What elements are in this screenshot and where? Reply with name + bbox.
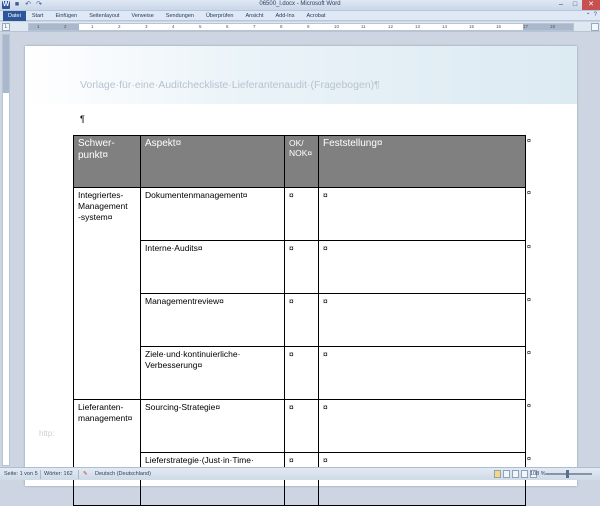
proofing-icon[interactable]: ✎ [83,471,88,477]
end-of-row-mark: ¤ [527,350,531,357]
tab-einfuegen[interactable]: Einfügen [55,12,78,19]
window-controls [554,0,600,10]
ruler-number: 2 [64,24,67,29]
tab-seitenlayout[interactable]: Seitenlayout [89,12,120,19]
ruler-number: 2 [118,24,121,29]
zoom-slider[interactable] [546,473,592,475]
ruler-number: 15 [469,24,475,29]
ruler-number: 18 [550,24,556,29]
tab-ueberpruefen[interactable]: Überprüfen [205,12,234,19]
document-page[interactable] [25,46,577,486]
ok-cell[interactable]: ¤ [285,294,319,347]
ruler-number: 5 [199,24,202,29]
finding-cell[interactable]: ¤ [319,400,526,453]
aspect-cell[interactable]: Dokumentenmanagement¤ [141,188,285,241]
ruler-number: 17 [523,24,529,29]
watermark-text: http: [39,429,55,438]
tab-sendungen[interactable]: Sendungen [165,12,194,19]
window-title: 06500_l.docx - Microsoft Word [259,1,341,7]
table-row [74,188,526,241]
ruler-number: 6 [226,24,229,29]
web-layout-view-icon[interactable] [512,470,519,478]
status-divider [78,470,79,479]
horizontal-ruler[interactable] [28,23,574,31]
end-of-row-mark: ¤ [527,244,531,251]
help-icon[interactable]: ? [593,12,597,18]
aspect-cell[interactable]: Interne·Audits¤ [141,241,285,294]
tab-datei[interactable]: Datei [3,11,26,21]
vertical-ruler[interactable] [2,34,10,466]
minimize-ribbon-icon[interactable]: ⌃ [585,13,591,19]
ok-cell[interactable]: ¤ [285,241,319,294]
minimize-button[interactable]: – [559,1,563,8]
tab-start[interactable]: Start [31,12,44,19]
ruler-right-margin [523,24,573,30]
ruler-number: 1 [91,24,94,29]
table-row [74,294,526,347]
header-cell-schwerpunkt[interactable]: Schwer- punkt¤ [74,136,141,188]
finding-cell[interactable]: ¤ [319,188,526,241]
tab-verweise[interactable]: Verweise [131,12,154,19]
ruler-number: 4 [172,24,175,29]
ok-cell[interactable]: ¤ [285,400,319,453]
page-count-status[interactable]: Seite: 1 von 5 [4,471,38,477]
status-bar [0,467,600,480]
group-cell-lieferantenmanagement[interactable]: Lieferanten- management¤ [74,400,141,506]
maximize-button[interactable]: □ [572,1,578,8]
ruler-number: 7 [253,24,256,29]
full-screen-view-icon[interactable] [503,470,510,478]
print-layout-view-icon[interactable] [494,470,501,478]
table-header-row [74,136,526,188]
end-of-row-mark: ¤ [527,456,531,463]
finding-cell[interactable]: ¤ [319,453,526,506]
end-of-row-mark: ¤ [527,297,531,304]
table-row [74,241,526,294]
word-icon[interactable]: W [2,1,10,8]
zoom-level[interactable]: 108 % [530,471,546,477]
ruler-number: 16 [496,24,502,29]
end-of-row-mark: ¤ [527,190,531,197]
save-icon[interactable]: ■ [14,1,20,8]
word-count-status[interactable]: Wörter: 162 [44,471,73,477]
ruler-number: 1 [37,24,40,29]
tab-selector-button[interactable]: L [2,23,10,31]
ok-cell[interactable]: ¤ [285,347,319,400]
header-cell-feststellung[interactable]: Feststellung¤ [319,136,526,188]
finding-cell[interactable]: ¤ [319,241,526,294]
group-cell-ims[interactable]: Integriertes- Management -system¤ [74,188,141,400]
finding-cell[interactable]: ¤ [319,347,526,400]
aspect-cell[interactable]: Managementreview¤ [141,294,285,347]
ribbon-tabs [0,11,600,21]
ruler-number: 13 [415,24,421,29]
aspect-cell[interactable]: Sourcing-Strategie¤ [141,400,285,453]
outline-view-icon[interactable] [521,470,528,478]
undo-icon[interactable]: ↶ [25,1,31,8]
aspect-cell[interactable]: Ziele·und·kontinuierliche· Verbesserung¤ [141,347,285,400]
ruler-number: 12 [388,24,394,29]
horizontal-ruler-bar [0,22,600,32]
header-cell-ok-nok[interactable]: OK/ NOK¤ [285,136,319,188]
ruler-number: 14 [442,24,448,29]
header-band [25,46,577,104]
ruler-number: 11 [361,24,366,29]
ok-cell[interactable]: ¤ [285,453,319,506]
ruler-top-margin [3,35,9,93]
tab-acrobat[interactable]: Acrobat [306,12,326,19]
view-ruler-button[interactable] [591,23,599,31]
ruler-number: 10 [334,24,340,29]
tab-ansicht[interactable]: Ansicht [245,12,264,19]
close-button[interactable]: ✕ [582,0,600,10]
table-row [74,400,526,453]
tab-add-ins[interactable]: Add-Ins [275,12,295,19]
document-title[interactable]: Vorlage·für·eine·Auditcheckliste·Lieferantenaudit·(Fragebogen)¶ [80,79,380,91]
table-row [74,347,526,400]
title-bar [0,0,600,11]
ok-cell[interactable]: ¤ [285,188,319,241]
language-status[interactable]: Deutsch (Deutschland) [95,471,151,477]
ruler-number: 3 [145,24,148,29]
aspect-cell[interactable]: Lieferstrategie·(Just·in·Time· [141,453,285,506]
status-divider [40,470,41,479]
audit-table [73,135,526,506]
ruler-number: 9 [307,24,310,29]
redo-icon[interactable]: ↷ [36,1,42,8]
finding-cell[interactable]: ¤ [319,294,526,347]
zoom-slider-handle[interactable] [566,470,569,478]
end-of-row-mark: ¤ [527,138,531,145]
ruler-number: 8 [280,24,283,29]
header-cell-aspekt[interactable]: Aspekt¤ [141,136,285,188]
document-area[interactable] [12,33,590,467]
paragraph-mark[interactable]: ¶ [80,114,85,124]
end-of-row-mark: ¤ [527,403,531,410]
